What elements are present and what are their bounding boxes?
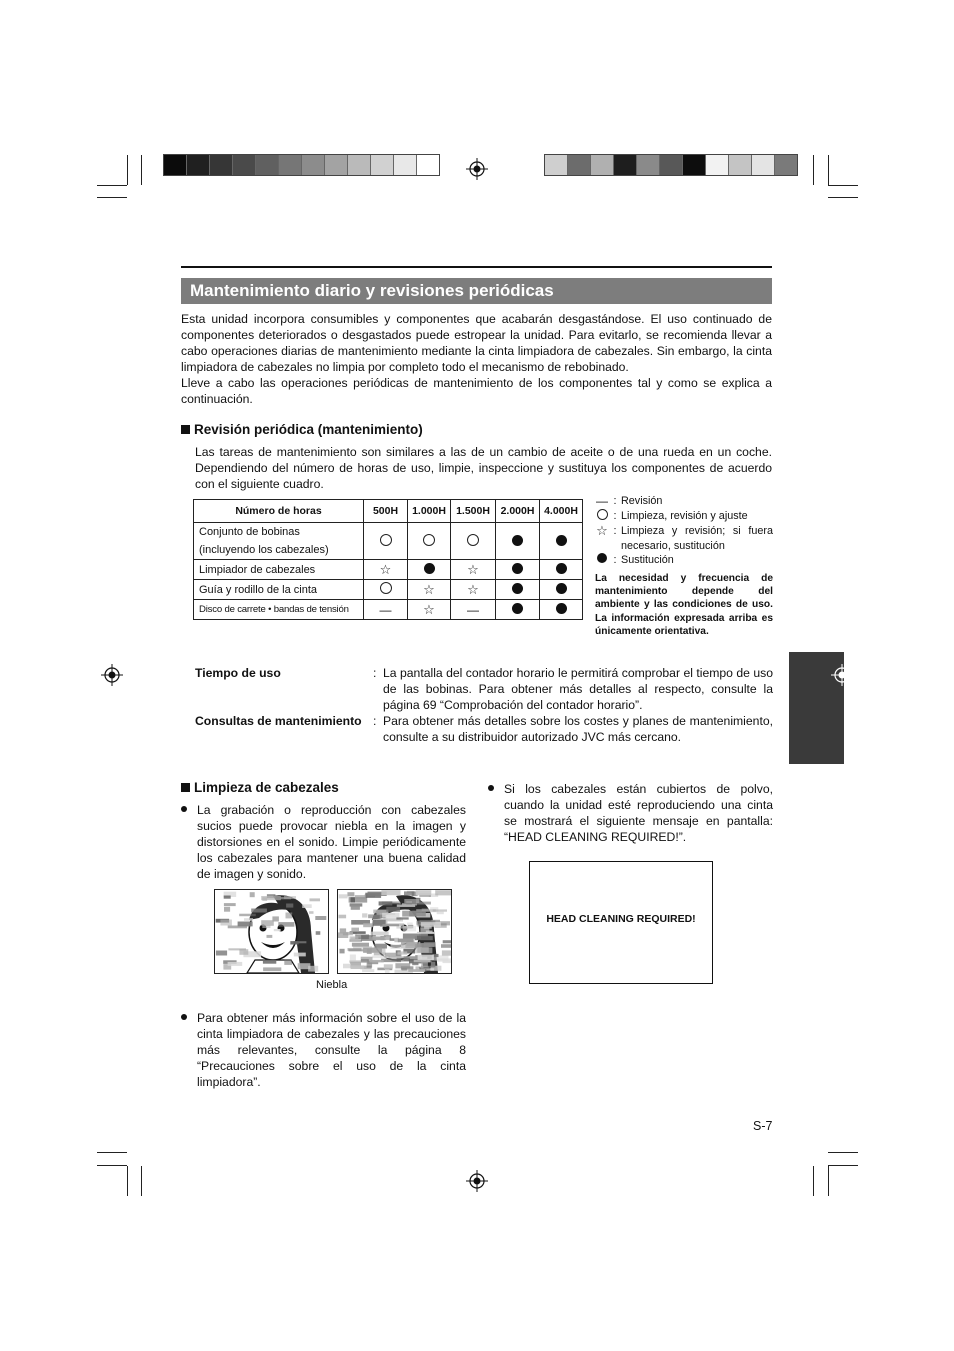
filled-circle-icon bbox=[512, 603, 523, 614]
color-swatch bbox=[775, 155, 797, 175]
noise-band bbox=[417, 936, 429, 940]
noise-band bbox=[261, 920, 274, 926]
noise-band bbox=[369, 937, 385, 940]
noise-band bbox=[339, 915, 347, 919]
definition-term: Consultas de mantenimiento bbox=[195, 714, 362, 728]
color-swatch bbox=[371, 155, 394, 175]
table-cell bbox=[451, 560, 496, 580]
noise-band bbox=[340, 928, 346, 933]
onscreen-message: HEAD CLEANING REQUIRED! bbox=[546, 913, 696, 925]
noise-band bbox=[340, 949, 345, 954]
noise-band bbox=[294, 953, 306, 957]
noise-band bbox=[349, 960, 367, 962]
filled-circle-icon bbox=[424, 563, 435, 574]
noise-band bbox=[347, 892, 354, 896]
color-swatch bbox=[210, 155, 233, 175]
table-header-row bbox=[194, 500, 583, 523]
table-row bbox=[194, 580, 583, 600]
noise-band bbox=[351, 928, 359, 932]
noise-band bbox=[351, 965, 365, 969]
top-rule bbox=[181, 266, 772, 268]
noise-band bbox=[309, 911, 313, 914]
legend-text: Sustitución bbox=[621, 554, 674, 566]
filled-circle-icon bbox=[556, 535, 567, 546]
noise-band bbox=[422, 909, 429, 912]
table-cell bbox=[540, 580, 583, 600]
noise-band bbox=[362, 969, 374, 972]
noise-band bbox=[316, 931, 321, 935]
filled-circle-icon bbox=[512, 583, 523, 594]
registration-mark-icon bbox=[466, 158, 488, 180]
dash-icon: — bbox=[596, 494, 608, 508]
noise-band bbox=[373, 910, 388, 914]
noise-band bbox=[363, 923, 373, 927]
table-cell bbox=[451, 600, 496, 620]
noise-band bbox=[435, 890, 451, 895]
row-label: Limpiador de cabezales bbox=[194, 560, 364, 580]
noise-band bbox=[239, 914, 256, 917]
noise-band bbox=[302, 904, 312, 908]
color-swatch bbox=[637, 155, 660, 175]
onscreen-message-display bbox=[529, 861, 713, 984]
definition-list bbox=[195, 665, 773, 745]
table-header-cell: 500H bbox=[364, 500, 408, 523]
intro-text bbox=[181, 311, 772, 407]
noise-band bbox=[382, 913, 399, 918]
color-swatch bbox=[706, 155, 729, 175]
noise-band bbox=[261, 896, 281, 900]
color-swatch bbox=[591, 155, 614, 175]
filled-circle-icon bbox=[556, 583, 567, 594]
star-icon: ☆ bbox=[423, 601, 435, 617]
noise-band bbox=[421, 922, 441, 927]
image-caption: Niebla bbox=[316, 979, 348, 991]
color-swatch bbox=[233, 155, 256, 175]
registration-mark-icon bbox=[466, 1170, 488, 1192]
noise-band bbox=[224, 896, 231, 899]
noise-band bbox=[274, 929, 281, 931]
noise-band bbox=[244, 918, 253, 921]
color-swatch bbox=[256, 155, 279, 175]
filled-circle-icon bbox=[512, 535, 523, 546]
noise-band bbox=[437, 912, 444, 915]
noise-band bbox=[224, 903, 236, 906]
noise-band bbox=[443, 940, 451, 943]
row-label-line: (incluyendo los cabezales) bbox=[199, 544, 329, 556]
list-item bbox=[181, 1010, 466, 1090]
noise-band bbox=[390, 938, 395, 941]
noise-band bbox=[339, 894, 348, 898]
noise-band bbox=[385, 969, 390, 973]
section-heading bbox=[181, 780, 339, 795]
color-swatch bbox=[302, 155, 325, 175]
table-row bbox=[194, 600, 583, 620]
noise-band bbox=[437, 958, 451, 961]
definition-term: Tiempo de uso bbox=[195, 666, 281, 680]
intro-paragraph: Lleve a cabo las operaciones periódicas de mantenimiento de los componentes tal y como se explica a continuación. bbox=[181, 376, 772, 406]
noise-band bbox=[379, 901, 393, 905]
legend-note: La necesidad y frecuencia de mantenimiento depende del ambiente y las condiciones de uso. La información expresada arriba es únicamente orientativa. bbox=[595, 573, 773, 637]
noise-band bbox=[224, 907, 230, 912]
noise-band bbox=[418, 955, 434, 960]
noise-band bbox=[284, 960, 292, 965]
legend-text: Revisión bbox=[621, 495, 663, 507]
table-cell bbox=[540, 600, 583, 620]
noise-band bbox=[308, 966, 318, 972]
section-heading bbox=[181, 422, 423, 437]
noise-band bbox=[351, 905, 360, 910]
noise-band bbox=[251, 909, 267, 913]
noise-band bbox=[416, 890, 432, 895]
table-cell bbox=[496, 600, 540, 620]
square-bullet-icon bbox=[181, 425, 190, 434]
noise-band bbox=[374, 953, 386, 956]
noise-band bbox=[381, 890, 400, 895]
noise-band bbox=[386, 907, 400, 912]
noise-band bbox=[263, 960, 276, 964]
star-icon: ☆ bbox=[467, 561, 479, 577]
noise-band bbox=[371, 932, 389, 936]
list-item bbox=[181, 802, 466, 882]
noise-band bbox=[350, 936, 359, 941]
table-cell bbox=[364, 580, 408, 600]
definition-desc: Para obtener más detalles sobre los costes y planes de mantenimiento, consulte a su distribuidor autorizado JVC más cercano. bbox=[383, 714, 773, 744]
color-swatch bbox=[729, 155, 752, 175]
bullet-text: Para obtener más información sobre el uso de la cinta limpiadora de cabezales y las precauciones más relevantes, consulte la página 8 “Precauciones sobre el uso de la cinta limpiadora”. bbox=[197, 1011, 466, 1089]
table-cell bbox=[408, 600, 451, 620]
noise-band bbox=[286, 913, 293, 919]
maintenance-table bbox=[193, 499, 583, 620]
table-row bbox=[194, 560, 583, 580]
legend-text: Limpieza, revisión y ajuste bbox=[621, 509, 748, 522]
bullet-icon bbox=[181, 1010, 197, 1090]
noise-band bbox=[238, 922, 253, 927]
noise-band bbox=[382, 924, 399, 926]
open-circle-icon bbox=[380, 582, 392, 594]
star-icon: ☆ bbox=[596, 523, 608, 538]
legend-item: ☆ : Limpieza y revisión; si fuera necesario, sustitución bbox=[596, 523, 773, 552]
bullet-icon bbox=[181, 802, 197, 882]
row-label: Disco de carrete • bandas de tensión bbox=[194, 600, 364, 620]
bullet-text: Si los cabezales están cubiertos de polvo, cuando la unidad esté reproduciendo una cinta se mostrará el siguiente mensaje en pantalla: “HEAD CLEANING REQUIRED!”. bbox=[504, 782, 773, 844]
noise-band bbox=[363, 948, 382, 953]
noise-band bbox=[315, 916, 326, 920]
noise-band bbox=[310, 898, 321, 901]
noise-band bbox=[397, 905, 415, 908]
noise-band bbox=[228, 962, 243, 966]
noise-band bbox=[216, 951, 227, 956]
table-row bbox=[194, 523, 583, 560]
color-swatch bbox=[545, 155, 568, 175]
noise-band bbox=[348, 948, 362, 951]
bullet-text: La grabación o reproducción con cabezales sucios puede provocar niebla en la imagen y distorsiones en el sonido. Limpie periódicamente los cabezales para mantener una buena calidad de imagen y sonido. bbox=[197, 803, 466, 881]
noise-band bbox=[421, 961, 428, 967]
legend-item: — : Revisión bbox=[595, 494, 773, 509]
noise-band bbox=[433, 909, 447, 911]
table-cell bbox=[364, 560, 408, 580]
noise-band bbox=[441, 944, 451, 948]
dash-icon: — bbox=[467, 603, 479, 617]
registration-mark-icon bbox=[101, 664, 123, 686]
noise-band bbox=[352, 943, 369, 947]
noise-band bbox=[281, 897, 292, 899]
color-bar-right bbox=[544, 154, 798, 176]
noise-band bbox=[351, 897, 356, 902]
square-bullet-icon bbox=[181, 783, 190, 792]
legend-item: : Sustitución bbox=[595, 553, 773, 568]
color-swatch bbox=[417, 155, 439, 175]
noise-band bbox=[401, 966, 414, 969]
star-icon: ☆ bbox=[379, 561, 392, 577]
bullet-icon bbox=[488, 781, 504, 845]
table-cell bbox=[451, 523, 496, 560]
noise-band bbox=[391, 945, 406, 949]
filled-circle-icon bbox=[512, 563, 523, 574]
color-swatch bbox=[660, 155, 683, 175]
table-cell bbox=[408, 560, 451, 580]
dash-icon: — bbox=[379, 603, 392, 617]
noise-band bbox=[286, 904, 293, 908]
color-swatch bbox=[279, 155, 302, 175]
noise-band bbox=[267, 935, 273, 938]
color-swatch bbox=[394, 155, 417, 175]
noise-band bbox=[397, 951, 407, 954]
page-number: S-7 bbox=[753, 1119, 773, 1133]
color-bar-left bbox=[163, 154, 440, 176]
noise-band bbox=[442, 950, 451, 955]
color-swatch bbox=[325, 155, 348, 175]
star-icon: ☆ bbox=[423, 581, 435, 597]
open-circle-icon bbox=[595, 509, 609, 525]
noise-band bbox=[398, 939, 414, 943]
noise-band bbox=[350, 955, 356, 961]
noise-band bbox=[343, 964, 351, 969]
noise-band bbox=[220, 920, 232, 926]
noise-band bbox=[397, 958, 410, 962]
color-swatch bbox=[187, 155, 210, 175]
open-circle-icon bbox=[467, 534, 479, 546]
table-header-cell: 1.000H bbox=[408, 500, 451, 523]
color-swatch bbox=[683, 155, 706, 175]
table-cell bbox=[540, 560, 583, 580]
noise-band bbox=[228, 948, 246, 950]
color-swatch bbox=[164, 155, 187, 175]
noise-band bbox=[290, 941, 298, 944]
table-header-cell: Número de horas bbox=[194, 500, 364, 523]
noise-band bbox=[417, 947, 429, 953]
definition-desc: La pantalla del contador horario le permitirá comprobar el tiempo de uso de las bobinas. Para obtener más detalles al respecto, consulte la página 69 “Comprobación del contador horario”. bbox=[383, 666, 773, 712]
noise-band bbox=[355, 895, 366, 899]
intro-paragraph: Esta unidad incorpora consumibles y componentes que acabarán desgastándose. El uso continuado de componentes deteriorados o desgastados puede estropear la unidad. Para evitarlo, se recomienda llevar a cabo operaciones diarias de mantenimiento mediante la cinta limpiadora de cabezales. Sin embargo, la cinta limpiadora de cabezales no limpia por completo todo el mecanismo de rebobinado. bbox=[181, 312, 772, 374]
table-cell bbox=[364, 600, 408, 620]
star-icon: ☆ bbox=[467, 581, 479, 597]
filled-circle-icon bbox=[556, 563, 567, 574]
noise-band bbox=[384, 964, 393, 968]
table-cell bbox=[408, 523, 451, 560]
noise-band bbox=[408, 969, 425, 972]
list-item bbox=[488, 781, 773, 845]
color-swatch bbox=[614, 155, 637, 175]
row-label bbox=[194, 523, 364, 560]
noise-band bbox=[362, 913, 367, 917]
table-header-cell: 4.000H bbox=[540, 500, 583, 523]
noise-band bbox=[404, 899, 419, 903]
fog-image-light bbox=[214, 889, 329, 974]
registration-mark-icon bbox=[831, 664, 853, 686]
color-swatch bbox=[348, 155, 371, 175]
table-cell bbox=[364, 523, 408, 560]
section-text: Las tareas de mantenimiento son similares a las de un cambio de aceite o de una rueda en un coche. Dependiendo del número de horas de uso, limpie, inspeccione y sustituya los componentes de acuerdo con el siguiente cuadro. bbox=[195, 445, 772, 491]
table-header-cell: 1.500H bbox=[451, 500, 496, 523]
section-title: Limpieza de cabezales bbox=[194, 780, 339, 795]
table-cell bbox=[540, 523, 583, 560]
filled-circle-icon bbox=[556, 603, 567, 614]
noise-band bbox=[404, 891, 414, 895]
open-circle-icon bbox=[380, 534, 392, 546]
table-legend bbox=[595, 494, 773, 568]
table-cell bbox=[496, 523, 540, 560]
legend-item: : Limpieza, revisión y ajuste bbox=[595, 509, 773, 525]
section-title: Revisión periódica (mantenimiento) bbox=[194, 422, 423, 437]
noise-band bbox=[396, 926, 412, 929]
noise-band bbox=[431, 962, 435, 968]
table-cell bbox=[496, 580, 540, 600]
page-title: Mantenimiento diario y revisiones periódicas bbox=[181, 278, 772, 304]
noise-band bbox=[250, 892, 255, 897]
table-cell bbox=[451, 580, 496, 600]
fog-image-heavy bbox=[337, 889, 452, 974]
noise-band bbox=[370, 960, 384, 963]
noise-band bbox=[278, 922, 294, 927]
row-label: Guía y rodillo de la cinta bbox=[194, 580, 364, 600]
open-circle-icon bbox=[423, 534, 435, 546]
legend-text: Limpieza y revisión; si fuera necesario, sustitución bbox=[621, 525, 773, 552]
table-header-cell: 2.000H bbox=[496, 500, 540, 523]
noise-band bbox=[426, 931, 433, 934]
color-swatch bbox=[568, 155, 591, 175]
definition-item: Consultas de mantenimiento : Para obtener más detalles sobre los costes y planes de mantenimiento, consulte a su distribuidor autorizado JVC más cercano. bbox=[195, 714, 773, 744]
table-cell bbox=[496, 560, 540, 580]
definition-item: Tiempo de uso : La pantalla del contador horario le permitirá comprobar el tiempo de uso de las bobinas. Para obtener más detalles al respecto, consulte la página 69 “Comprobación del contador horario”. bbox=[195, 666, 773, 712]
row-label-line: Conjunto de bobinas bbox=[199, 526, 300, 538]
table-cell bbox=[408, 580, 451, 600]
noise-band bbox=[263, 967, 281, 971]
noise-band bbox=[396, 917, 408, 919]
color-swatch bbox=[752, 155, 775, 175]
noise-band bbox=[417, 943, 434, 947]
noise-band bbox=[409, 911, 426, 917]
filled-circle-icon bbox=[595, 553, 609, 568]
